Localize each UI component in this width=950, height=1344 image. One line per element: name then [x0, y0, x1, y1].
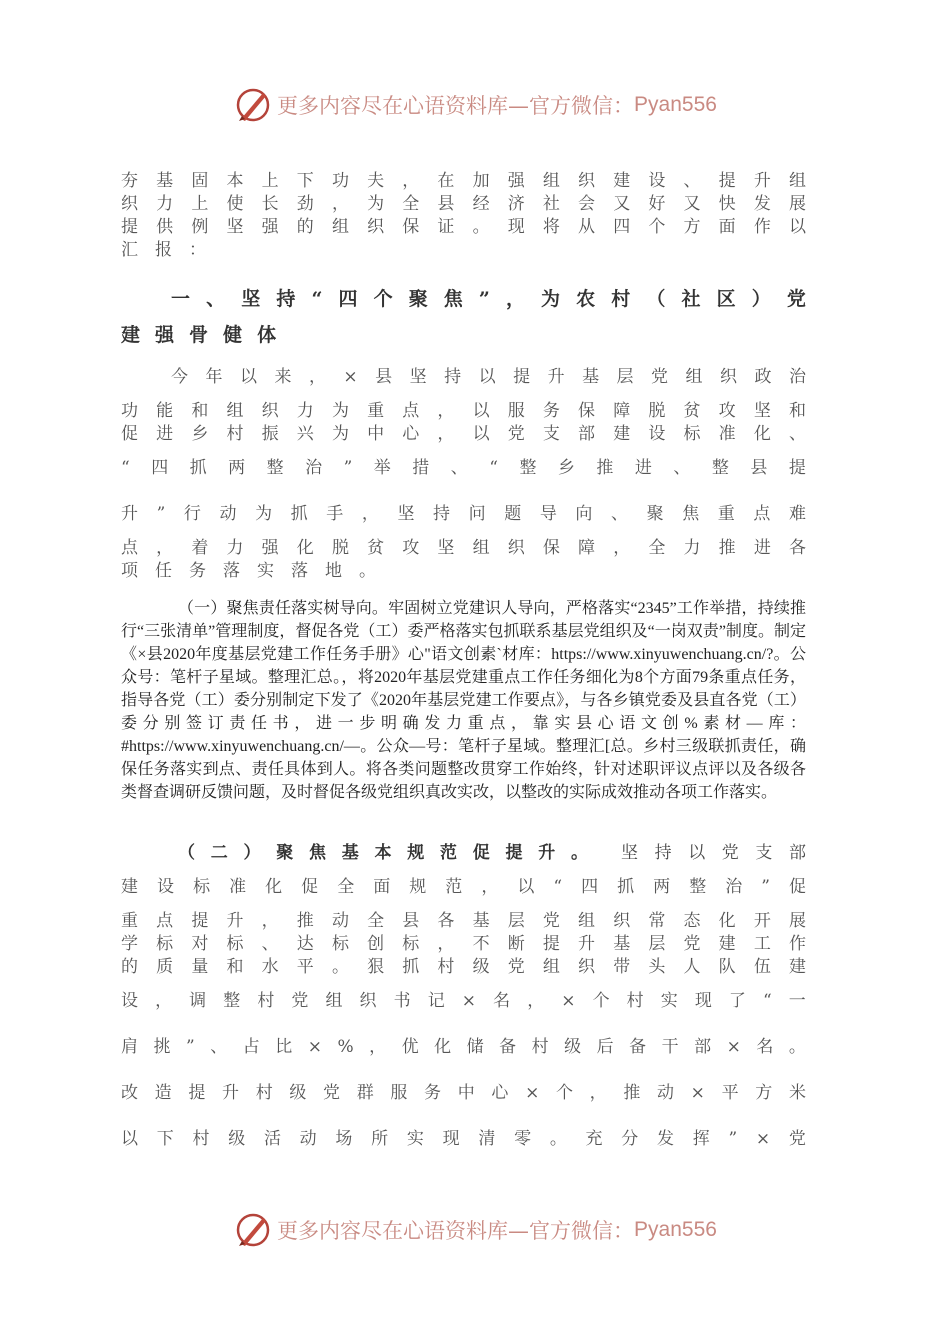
banner-wechat-id: Pyan556 — [634, 1218, 717, 1241]
pen-logo-icon — [233, 85, 273, 125]
section1-body — [121, 366, 806, 583]
spaced-line: 建 设 标 准 化 促 全 面 规 范 ， 以 “ 四 抓 两 整 治 ” 促 — [121, 877, 806, 897]
spaced-line: 提 供 例 坚 强 的 组 织 保 证 。 现 将 从 四 个 方 面 作 以 — [121, 217, 806, 237]
bottom-banner — [0, 1207, 950, 1253]
subsection-title: （ 二 ） 聚 焦 基 本 规 范 促 提 升 。 — [178, 843, 588, 863]
spaced-line: 以 下 村 级 活 动 场 所 实 现 清 零 。 充 分 发 挥 ” × 党 — [121, 1129, 806, 1149]
banner-text: 更多内容尽在心语资料库—官方微信： — [277, 1219, 635, 1243]
spaced-line: 功 能 和 组 织 力 为 重 点 ， 以 服 务 保 障 脱 贫 攻 坚 和 — [121, 401, 806, 421]
spaced-line: 重 点 提 升 ， 推 动 全 县 各 基 层 党 组 织 常 态 化 开 展 — [121, 911, 806, 931]
pen-logo-icon — [233, 1210, 273, 1250]
spaced-line: 升 ” 行 动 为 抓 手 ， 坚 持 问 题 导 向 、 聚 焦 重 点 难 — [121, 504, 806, 524]
spaced-line: “ 四 抓 两 整 治 ” 举 措 、 “ 整 乡 推 进 、 整 县 提 — [121, 458, 806, 478]
heading-line: 一 、 坚 持 “ 四 个 聚 焦 ” ， 为 农 村 （ 社 区 ） 党 — [171, 288, 806, 310]
spaced-line: 项 任 务 落 实 落 地 。 — [121, 561, 376, 581]
spaced-line: 点 ， 着 力 强 化 脱 贫 攻 坚 组 织 保 障 ， 全 力 推 进 各 — [121, 538, 806, 558]
spaced-line: 促 进 乡 村 振 兴 为 中 心 ， 以 党 支 部 建 设 标 准 化 、 — [121, 424, 806, 444]
subsection-rest: 坚 持 以 党 支 部 — [621, 843, 806, 863]
spaced-line: 织 力 上 使 长 劲 ， 为 全 县 经 济 社 会 又 好 又 快 发 展 — [121, 194, 806, 214]
spaced-line: 夯 基 固 本 上 下 功 夫 ， 在 加 强 组 织 建 设 、 提 升 组 — [121, 171, 806, 191]
intro-block — [121, 170, 806, 262]
spaced-line: 肩 挑 ” 、 占 比 × % ， 优 化 储 备 村 级 后 备 干 部 × 名 。 — [121, 1037, 806, 1057]
spaced-line: 学 标 对 标 、 达 标 创 标 ， 不 断 提 升 基 层 党 建 工 作 — [121, 934, 806, 954]
spaced-line: 设 ， 调 整 村 党 组 织 书 记 × 名 ， × 个 村 实 现 了 “ 一 — [121, 991, 806, 1011]
spaced-line: 汇 报 ： — [121, 240, 206, 260]
spaced-line: 改 造 提 升 村 级 党 群 服 务 中 心 × 个 ， 推 动 × 平 方 米 — [121, 1083, 806, 1103]
banner-text: 更多内容尽在心语资料库—官方微信： — [277, 94, 635, 118]
top-banner — [0, 82, 950, 128]
paragraph-text: （一）聚焦责任落实树导向。牢固树立党建识人导向，严格落实“2345”工作举措，持续推行“三张清单”管理制度，督促各党（工）委严格落实包抓联系基层党组织及“一岗双责”制度。制定《×县2020年度基层党建工作任务手册》心"语文创素`材库：https://www.xinyuwenchuang.cn/?。公众号：笔杆子星域。整理汇总。，将2020年基层党建重点工作任务细化为8个方面79条重点任务，指导各党（工）委分别制定下发了《2020年基层党建工作要点》，与各乡镇党委及县直各党（工）委分别签订责任书，进一步明确发力重点，靠实县心语文创%素材—库：#https://www.xinyuwenchuang.cn/—。公众—号：笔杆子星域。整理汇[总。乡村三级联抓责任，确保任务落实到点、责任具体到人。将各类问题整改贯穿工作始终，针对述职评议点评以及各级各类督查调研反馈问题，及时督促各级党组织真改实改，以整改的实际成效推动各项工作落实。 — [121, 600, 806, 801]
banner-wechat-id: Pyan556 — [634, 93, 717, 116]
heading-line: 建 强 骨 健 体 — [121, 324, 277, 346]
subsection-line — [121, 842, 806, 876]
section2-block — [121, 842, 806, 1151]
paragraph-one — [121, 597, 806, 804]
spaced-line: 的 质 量 和 水 平 。 狠 抓 村 级 党 组 织 带 头 人 队 伍 建 — [121, 957, 806, 977]
section-heading — [121, 281, 806, 353]
spaced-line: 今 年 以 来 ， × 县 坚 持 以 提 升 基 层 党 组 织 政 治 — [171, 367, 806, 387]
